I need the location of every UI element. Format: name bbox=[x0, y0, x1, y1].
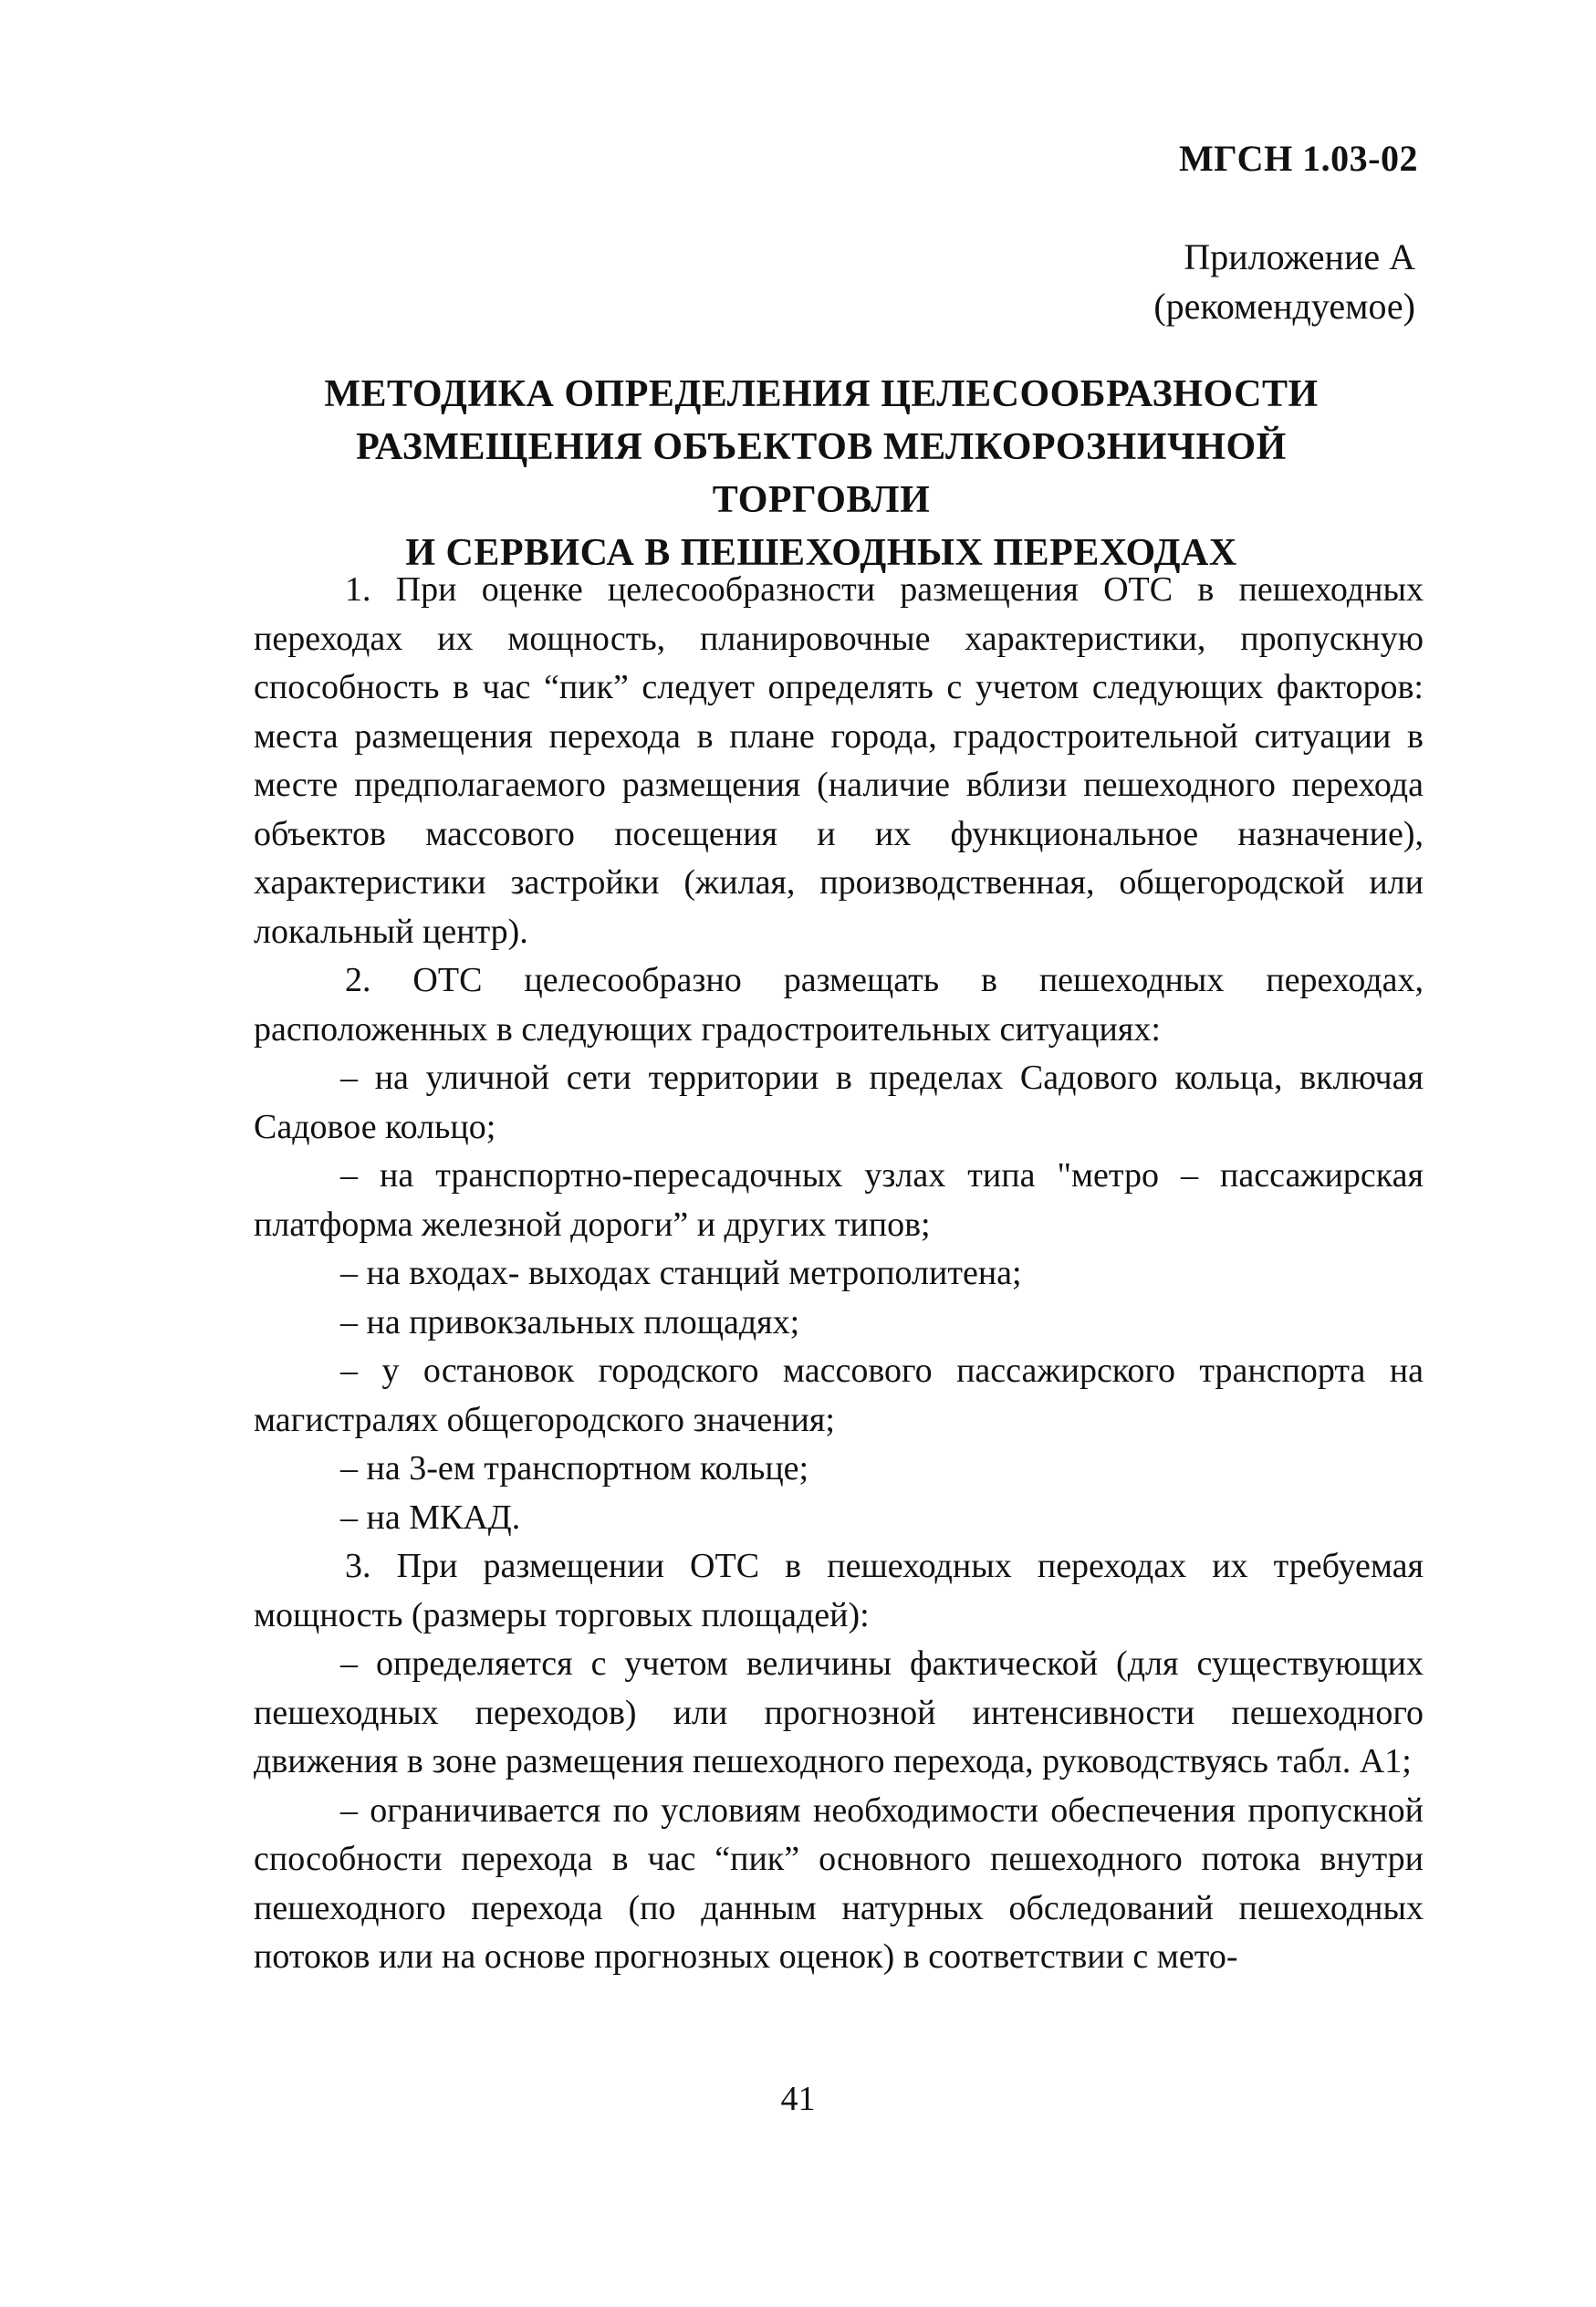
body-text bbox=[254, 566, 1424, 1982]
list-item-transit-stops: – у остановок городского массового пассажирского транспорта на магистралях общегородского значения; bbox=[254, 1352, 1424, 1439]
page-number: 41 bbox=[780, 2080, 816, 2118]
list-item-metro-entrances: – на входах- выходах станций метрополитена; bbox=[340, 1254, 1022, 1292]
section-title bbox=[256, 368, 1387, 579]
paragraph-1: 1. При оценке целесообразности размещения ОТС в пешеходных переходах их мощность, планировочные характеристики, пропускную способность в час “пик” следует определять с учетом следующих факторов: места размещения перехода в плане города, градостроительной ситуации в месте предполагаемого размещения (наличие вблизи пешеходного перехода объектов массового посещения и их функциональное назначение), характеристики застройки (жилая, производственная, общегородской или локальный центр). bbox=[254, 570, 1424, 951]
list-item-transport-hubs: – на транспортно-пересадочных узлах типа "метро – пассажирская платформа железной дороги” и других типов; bbox=[254, 1156, 1424, 1244]
appendix-status: (рекомендуемое) bbox=[1153, 286, 1415, 327]
title-line-2: РАЗМЕЩЕНИЯ ОБЪЕКТОВ МЕЛКОРОЗНИЧНОЙ ТОРГОВЛИ bbox=[356, 426, 1287, 521]
list-item-capacity-determined: – определяется с учетом величины фактической (для существующих пешеходных переходов) или прогнозной интенсивности пешеходного движения в зоне размещения пешеходного перехода, руководствуясь табл. А1; bbox=[254, 1644, 1424, 1780]
appendix-block bbox=[1153, 233, 1415, 331]
list-item-third-ring: – на 3-ем транспортном кольце; bbox=[340, 1449, 809, 1488]
list-item-capacity-limited: – ограничивается по условиям необходимости обеспечения пропускной способности перехода в час “пик” основного пешеходного потока внутри пешеходного перехода (по данным натурных обследований пешеходных потоков или на основе прогнозных оценок) в соответствии с мето- bbox=[254, 1790, 1424, 1976]
paragraph-2: 2. ОТС целесообразно размещать в пешеходных переходах, расположенных в следующих градостроительных ситуациях: bbox=[254, 961, 1424, 1049]
appendix-label: Приложение А bbox=[1184, 236, 1415, 277]
title-line-3: И СЕРВИСА В ПЕШЕХОДНЫХ ПЕРЕХОДАХ bbox=[405, 532, 1237, 574]
list-item-mkad: – на МКАД. bbox=[340, 1498, 521, 1537]
list-item-garden-ring: – на уличной сети территории в пределах Садового кольца, включая Садовое кольцо; bbox=[254, 1059, 1424, 1146]
document-code: МГСН 1.03-02 bbox=[1179, 138, 1418, 179]
list-item-station-squares: – на привокзальных площадях; bbox=[340, 1302, 800, 1341]
title-line-1: МЕТОДИКА ОПРЕДЕЛЕНИЯ ЦЕЛЕСООБРАЗНОСТИ bbox=[324, 373, 1319, 415]
paragraph-3: 3. При размещении ОТС в пешеходных переходах их требуемая мощность (размеры торговых площадей): bbox=[254, 1547, 1424, 1634]
